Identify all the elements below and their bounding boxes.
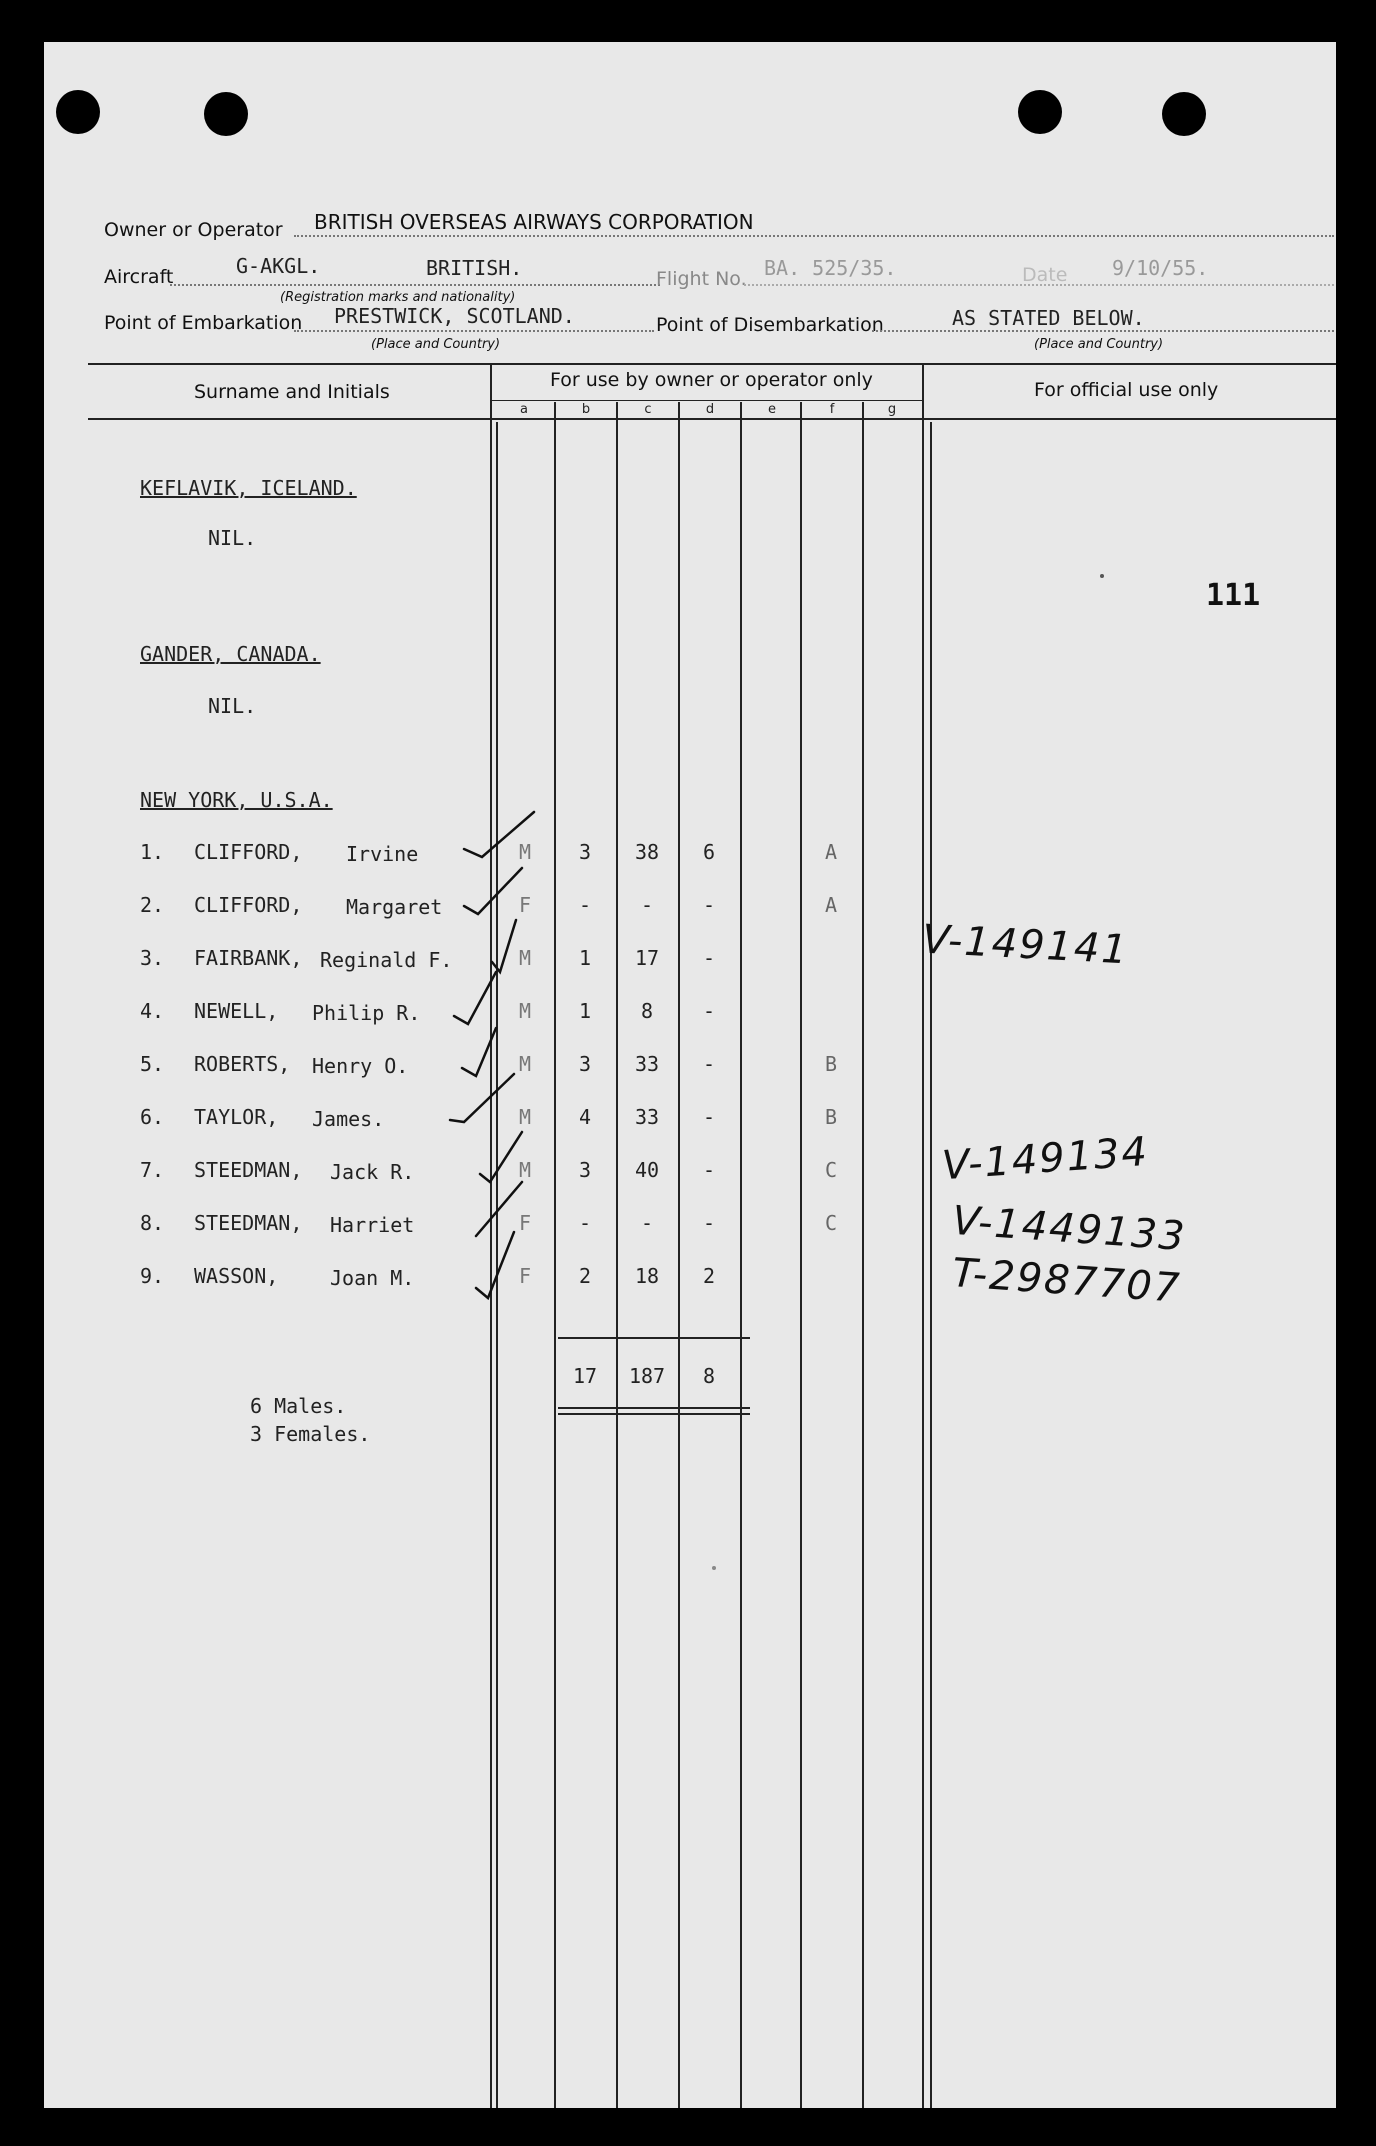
passenger-surname: ROBERTS, (194, 1052, 291, 1076)
passenger-col-b: 1 (578, 999, 592, 1023)
passenger-col-d: - (702, 1052, 716, 1076)
summary-females: 3 Females. (250, 1422, 371, 1446)
passenger-number: 7. (140, 1158, 165, 1182)
passenger-given-name: Margaret (346, 895, 443, 919)
passenger-col-c: 33 (634, 1105, 660, 1129)
section-note-gander: NIL. (208, 694, 257, 718)
passenger-surname: STEEDMAN, (194, 1211, 303, 1235)
passenger-col-d: 2 (702, 1264, 716, 1288)
passenger-col-b: 3 (578, 1052, 592, 1076)
official-note-1: V-149141 (920, 916, 1131, 974)
flight-label: Flight No. (656, 268, 747, 290)
passenger-col-d: - (702, 999, 716, 1023)
check-marks (44, 42, 1336, 2108)
passenger-col-d: - (702, 893, 716, 917)
passenger-number: 5. (140, 1052, 165, 1076)
passenger-col-a: M (518, 1052, 532, 1076)
flight-value: BA. 525/35. (764, 256, 897, 280)
aircraft-nationality: BRITISH. (426, 256, 523, 280)
passenger-col-f: C (824, 1211, 838, 1235)
passenger-given-name: James. (312, 1107, 385, 1131)
passenger-given-name: Jack R. (330, 1160, 415, 1184)
passenger-number: 6. (140, 1105, 165, 1129)
date-value: 9/10/55. (1112, 256, 1209, 280)
passenger-given-name: Joan M. (330, 1266, 415, 1290)
passenger-surname: CLIFFORD, (194, 840, 303, 864)
passenger-col-a: M (518, 840, 532, 864)
check-mark-icon (450, 1074, 514, 1122)
passenger-given-name: Philip R. (312, 1001, 421, 1025)
section-heading-keflavik: KEFLAVIK, ICELAND. (140, 476, 357, 500)
aircraft-label: Aircraft (104, 266, 174, 288)
sub-col-e: e (768, 402, 776, 417)
passenger-col-c: 8 (640, 999, 654, 1023)
passenger-col-d: - (702, 1211, 716, 1235)
passenger-col-d: - (702, 1105, 716, 1129)
check-mark-icon (492, 920, 516, 972)
section-heading-newyork: NEW YORK, U.S.A. (140, 788, 333, 812)
check-mark-icon (480, 1132, 522, 1182)
owner-value: BRITISH OVERSEAS AIRWAYS CORPORATION (314, 210, 754, 234)
section-heading-gander: GANDER, CANADA. (140, 642, 321, 666)
passenger-col-c: 17 (634, 946, 660, 970)
passenger-surname: NEWELL, (194, 999, 279, 1023)
passenger-col-b: 4 (578, 1105, 592, 1129)
passenger-col-b: - (578, 1211, 592, 1235)
passenger-col-f: C (824, 1158, 838, 1182)
sub-col-a: a (520, 402, 528, 417)
check-mark-icon (464, 868, 522, 914)
passenger-col-f: B (824, 1105, 838, 1129)
official-note-4: T-2987707 (950, 1250, 1183, 1312)
aircraft-registration: G-AKGL. (236, 254, 321, 278)
date-label: Date (1022, 264, 1068, 286)
passenger-col-a: M (518, 999, 532, 1023)
check-mark-icon (462, 1028, 496, 1076)
passenger-surname: FAIRBANK, (194, 946, 303, 970)
check-mark-icon (476, 1232, 514, 1298)
passenger-given-name: Irvine (346, 842, 419, 866)
passenger-col-b: 1 (578, 946, 592, 970)
disembarkation-caption: (Place and Country) (1034, 337, 1164, 352)
passenger-col-f: B (824, 1052, 838, 1076)
embarkation-value: PRESTWICK, SCOTLAND. (334, 304, 575, 328)
passenger-number: 9. (140, 1264, 165, 1288)
passenger-col-c: 40 (634, 1158, 660, 1182)
sub-col-b: b (581, 402, 591, 417)
passenger-col-c: - (640, 893, 654, 917)
total-d: 8 (702, 1364, 716, 1388)
passenger-col-b: 2 (578, 1264, 592, 1288)
sub-col-f: f (829, 402, 835, 417)
passenger-col-a: F (518, 1264, 532, 1288)
owner-label: Owner or Operator (104, 219, 283, 241)
passenger-surname: WASSON, (194, 1264, 279, 1288)
official-note-2: V-149134 (940, 1128, 1151, 1190)
passenger-col-a: M (518, 946, 532, 970)
sub-col-d: d (705, 402, 715, 417)
passenger-col-f: A (824, 893, 838, 917)
passenger-number: 1. (140, 840, 165, 864)
official-note-3: V-1449133 (950, 1197, 1188, 1261)
owner-use-header: For use by owner or operator only (550, 369, 873, 391)
passenger-surname: STEEDMAN, (194, 1158, 303, 1182)
passenger-number: 8. (140, 1211, 165, 1235)
passenger-col-b: 3 (578, 1158, 592, 1182)
summary-males: 6 Males. (250, 1394, 347, 1418)
passenger-col-c: - (640, 1211, 654, 1235)
passenger-col-d: - (702, 946, 716, 970)
passenger-col-a: M (518, 1105, 532, 1129)
passenger-col-a: F (518, 1211, 532, 1235)
passenger-col-d: 6 (702, 840, 716, 864)
registration-caption: (Registration marks and nationality) (280, 290, 516, 305)
passenger-col-f: A (824, 840, 838, 864)
passenger-col-b: 3 (578, 840, 592, 864)
passenger-col-c: 18 (634, 1264, 660, 1288)
sub-col-c: c (644, 402, 652, 417)
sub-col-g: g (887, 402, 897, 417)
disembarkation-label: Point of Disembarkation (656, 314, 884, 336)
official-use-header: For official use only (1034, 379, 1219, 401)
check-mark-icon (464, 812, 534, 857)
embarkation-label: Point of Embarkation (104, 312, 303, 334)
page-number: 111 (1206, 578, 1261, 613)
total-c: 187 (628, 1364, 666, 1388)
passenger-number: 4. (140, 999, 165, 1023)
passenger-surname: CLIFFORD, (194, 893, 303, 917)
total-b: 17 (572, 1364, 598, 1388)
passenger-col-a: F (518, 893, 532, 917)
passenger-col-a: M (518, 1158, 532, 1182)
check-mark-icon (476, 1182, 522, 1236)
passenger-col-d: - (702, 1158, 716, 1182)
passenger-given-name: Harriet (330, 1213, 415, 1237)
embarkation-caption: (Place and Country) (371, 337, 501, 352)
passenger-number: 3. (140, 946, 165, 970)
disembarkation-value: AS STATED BELOW. (952, 306, 1145, 330)
manifest-page (44, 42, 1336, 2108)
passenger-col-c: 38 (634, 840, 660, 864)
passenger-col-b: - (578, 893, 592, 917)
check-mark-icon (454, 972, 496, 1024)
passenger-col-c: 33 (634, 1052, 660, 1076)
surname-column-header: Surname and Initials (194, 381, 390, 403)
passenger-surname: TAYLOR, (194, 1105, 279, 1129)
section-note-keflavik: NIL. (208, 526, 257, 550)
passenger-number: 2. (140, 893, 165, 917)
passenger-given-name: Reginald F. (320, 948, 453, 972)
passenger-given-name: Henry O. (312, 1054, 409, 1078)
